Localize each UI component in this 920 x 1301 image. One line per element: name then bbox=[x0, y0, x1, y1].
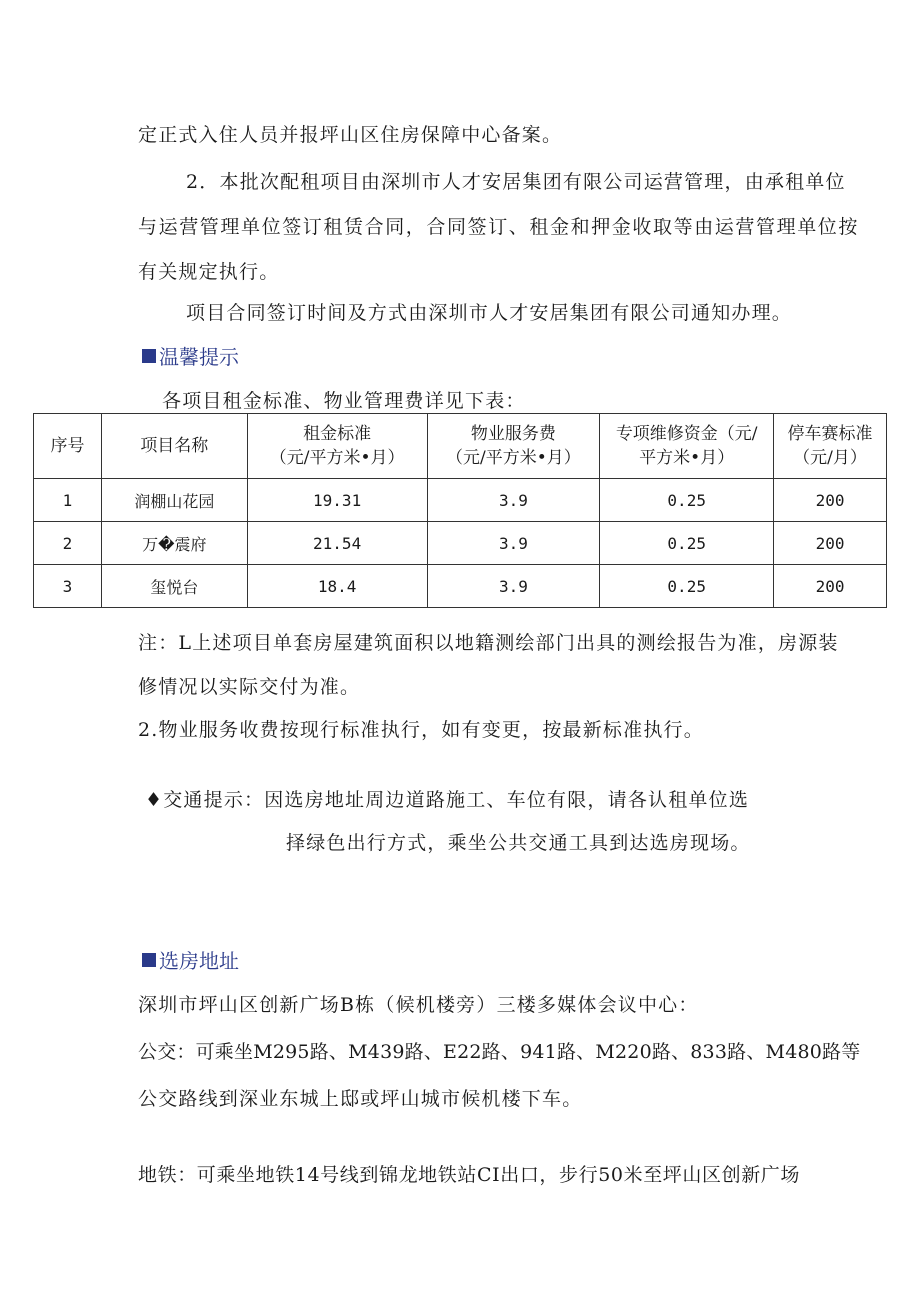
cell-property: 3.9 bbox=[427, 479, 600, 522]
cell-rent: 21.54 bbox=[247, 522, 427, 565]
header-repair bbox=[600, 414, 774, 479]
cell-name: 玺悦台 bbox=[101, 565, 247, 608]
note-2-line-1: 2.物业服务收费按现行标准执行，如有变更，按最新标准执行。 bbox=[138, 719, 704, 741]
fee-table bbox=[33, 413, 887, 608]
header-property-line1: 物业服务费 bbox=[470, 424, 556, 444]
header-rent-line2: （元/平方米•月） bbox=[269, 448, 405, 468]
section-heading-address bbox=[142, 945, 239, 974]
cell-repair: 0.25 bbox=[600, 479, 774, 522]
square-bullet-icon bbox=[142, 349, 156, 363]
cell-property: 3.9 bbox=[427, 565, 600, 608]
address-metro-line-1: 地铁：可乘坐地铁14号线到锦龙地铁站CI出口，步行50米至坪山区创新广场 bbox=[138, 1164, 800, 1186]
note-1-line-1: 注：L上述项目单套房屋建筑面积以地籍测绘部门出具的测绘报告为准，房源装 bbox=[138, 632, 839, 654]
header-name: 项目名称 bbox=[101, 414, 247, 479]
header-parking-line1: 停车赛标准 bbox=[787, 424, 873, 444]
header-repair-line2: 平方米•月） bbox=[639, 448, 735, 468]
traffic-tip-line-2: 择绿色出行方式，乘坐公共交通工具到达选房现场。 bbox=[286, 832, 751, 854]
header-rent-line1: 租金标准 bbox=[303, 424, 372, 444]
cell-parking: 200 bbox=[774, 565, 887, 608]
header-rent bbox=[247, 414, 427, 479]
table-header-row bbox=[34, 414, 887, 479]
paragraph-1-line-1: 定正式入住人员并报坪山区住房保障中心备案。 bbox=[138, 124, 563, 146]
cell-rent: 18.4 bbox=[247, 565, 427, 608]
section-heading-address-label: 选房地址 bbox=[159, 949, 239, 973]
cell-rent: 19.31 bbox=[247, 479, 427, 522]
paragraph-2-line-1: 2．本批次配租项目由深圳市人才安居集团有限公司运营管理，由承租单位 bbox=[186, 171, 846, 193]
table-row bbox=[34, 565, 887, 608]
cell-parking: 200 bbox=[774, 479, 887, 522]
section-heading-tips-label: 温馨提示 bbox=[159, 345, 239, 369]
section-heading-tips bbox=[142, 341, 239, 370]
paragraph-2-line-2: 与运营管理单位签订租赁合同，合同签订、租金和押金收取等由运营管理单位按 bbox=[138, 216, 860, 238]
square-bullet-icon bbox=[142, 953, 156, 967]
header-property-line2: （元/平方米•月） bbox=[446, 448, 581, 468]
address-bus-line-1: 公交：可乘坐M295路、M439路、E22路、941路、M220路、833路、M480路等 bbox=[138, 1041, 861, 1063]
header-parking-line2: （元/月） bbox=[793, 448, 867, 468]
cell-name: 润棚山花园 bbox=[101, 479, 247, 522]
cell-repair: 0.25 bbox=[600, 522, 774, 565]
cell-index: 3 bbox=[34, 565, 102, 608]
cell-repair: 0.25 bbox=[600, 565, 774, 608]
cell-parking: 200 bbox=[774, 522, 887, 565]
cell-index: 1 bbox=[34, 479, 102, 522]
header-property bbox=[427, 414, 600, 479]
paragraph-2-line-3: 有关规定执行。 bbox=[138, 261, 280, 283]
address-location: 深圳市坪山区创新广场B栋（候机楼旁）三楼多媒体会议中心： bbox=[138, 994, 699, 1016]
table-row bbox=[34, 522, 887, 565]
table-intro: 各项目租金标准、物业管理费详见下表： bbox=[162, 390, 526, 412]
table-row bbox=[34, 479, 887, 522]
paragraph-3-line-1: 项目合同签订时间及方式由深圳市人才安居集团有限公司通知办理。 bbox=[186, 302, 793, 324]
cell-name: 万�震府 bbox=[101, 522, 247, 565]
cell-index: 2 bbox=[34, 522, 102, 565]
header-repair-line1: 专项维修资金（元/ bbox=[615, 424, 758, 444]
header-parking bbox=[774, 414, 887, 479]
address-bus-line-2: 公交路线到深业东城上邸或坪山城市候机楼下车。 bbox=[138, 1088, 583, 1110]
note-1-line-2: 修情况以实际交付为准。 bbox=[138, 676, 361, 698]
cell-property: 3.9 bbox=[427, 522, 600, 565]
header-index: 序号 bbox=[34, 414, 102, 479]
traffic-tip-line-1: ♦交通提示：因选房地址周边道路施工、车位有限，请各认租单位选 bbox=[145, 789, 750, 811]
